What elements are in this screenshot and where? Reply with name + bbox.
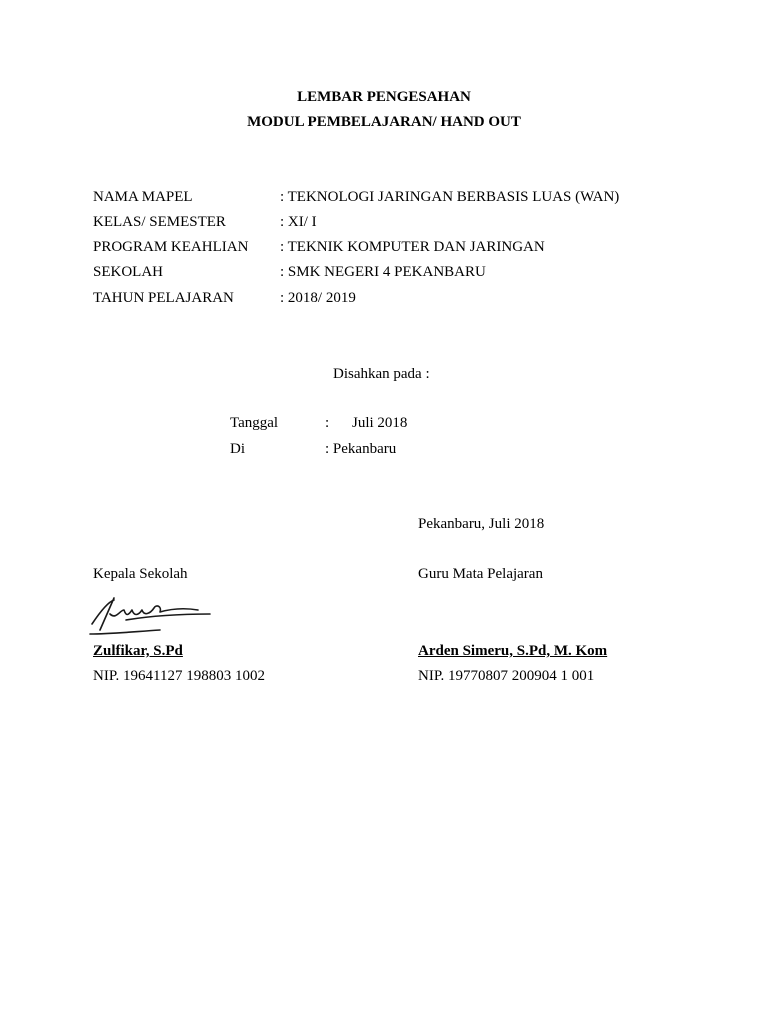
date-value: Juli 2018 — [352, 415, 408, 431]
place-value: : Pekanbaru — [325, 441, 397, 457]
info-label-kelas: KELAS/ SEMESTER — [93, 214, 226, 230]
right-signer-role: Guru Mata Pelajaran — [418, 566, 543, 582]
date-colon: : — [325, 415, 330, 431]
left-signer-nip: NIP. 19641127 198803 1002 — [93, 668, 265, 684]
place-date: Pekanbaru, Juli 2018 — [418, 516, 545, 532]
document-title: LEMBAR PENGESAHAN — [297, 89, 471, 105]
right-signer-name: Arden Simeru, S.Pd, M. Kom — [418, 643, 608, 659]
info-value-kelas: : XI/ I — [280, 214, 317, 230]
place-label: Di — [230, 441, 245, 457]
info-label-sekolah: SEKOLAH — [93, 264, 163, 280]
info-label-mapel: NAMA MAPEL — [93, 189, 193, 205]
date-label: Tanggal — [230, 415, 279, 431]
document-subtitle: MODUL PEMBELAJARAN/ HAND OUT — [247, 114, 521, 130]
info-value-tahun: : 2018/ 2019 — [280, 290, 356, 306]
handwritten-signature — [70, 590, 230, 640]
left-signer-role: Kepala Sekolah — [93, 566, 188, 582]
right-signer-nip: NIP. 19770807 200904 1 001 — [418, 668, 595, 684]
info-label-program: PROGRAM KEAHLIAN — [93, 239, 249, 255]
info-value-mapel: : TEKNOLOGI JARINGAN BERBASIS LUAS (WAN) — [280, 189, 620, 205]
left-signer-name: Zulfikar, S.Pd — [93, 643, 183, 659]
approval-heading: Disahkan pada : — [333, 366, 430, 382]
info-value-sekolah: : SMK NEGERI 4 PEKANBARU — [280, 264, 486, 280]
info-label-tahun: TAHUN PELAJARAN — [93, 290, 234, 306]
info-value-program: : TEKNIK KOMPUTER DAN JARINGAN — [280, 239, 545, 255]
